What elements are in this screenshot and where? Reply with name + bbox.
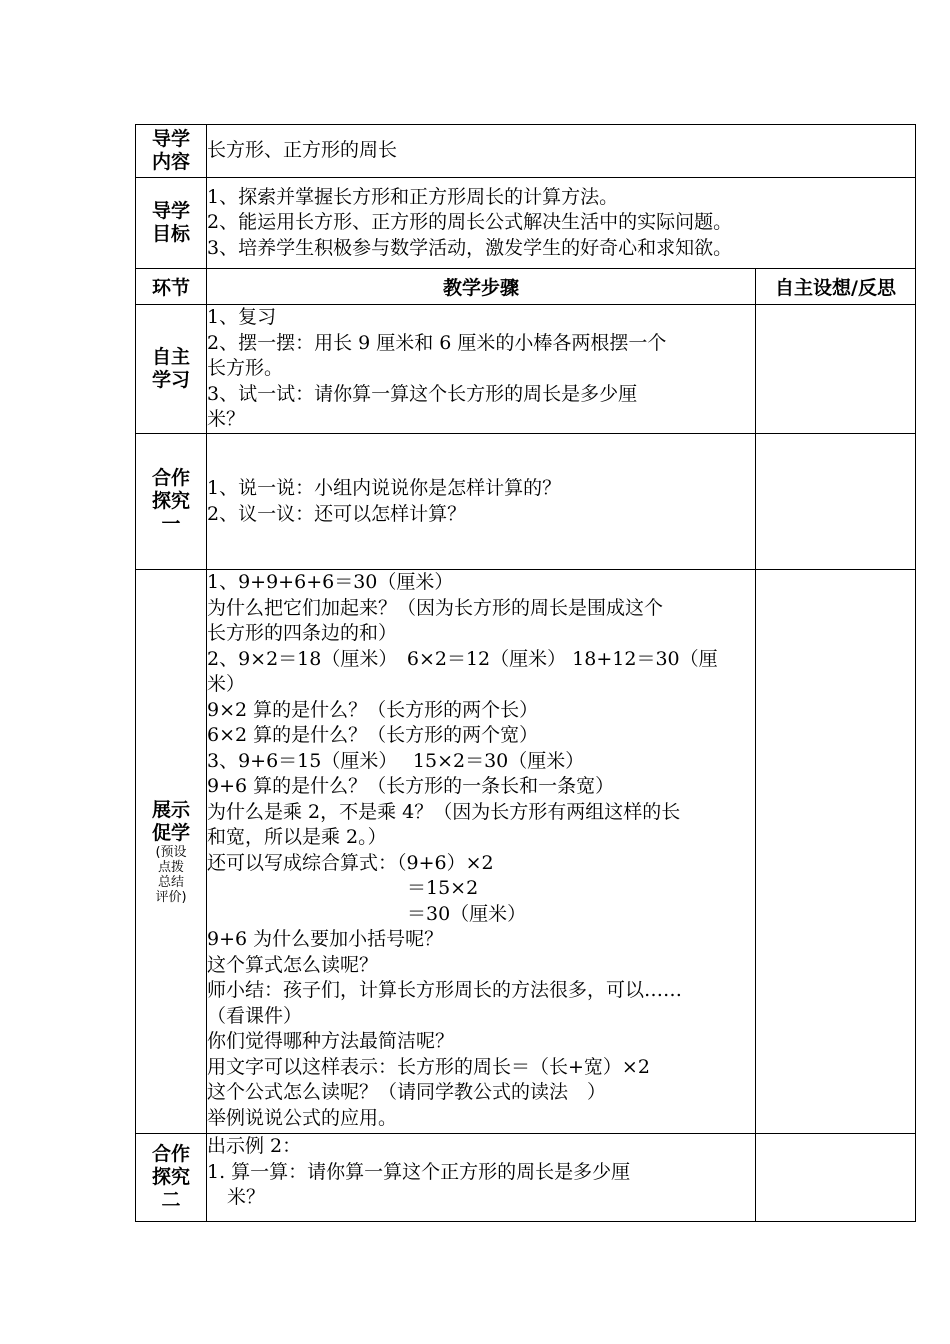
row-label-cooperation-2 [136,1134,207,1222]
lesson-plan-table [135,124,916,1222]
cooperation-2-reflection-cell[interactable] [756,1134,916,1222]
label-note: 点拨 [157,859,184,875]
show-learning-steps [207,570,756,1134]
step-line: 用文字可以这样表示：长方形的周长＝（长+宽）×2 [207,1055,650,1078]
label-line: 一 [161,513,181,535]
step-line: ＝15×2 [407,877,479,899]
cooperation-2-steps [207,1134,756,1222]
step-line: 你们觉得哪种方法最简洁呢？ [207,1030,455,1052]
step-line: 2、摆一摆：用长 9 厘米和 6 厘米的小棒各两根摆一个 [207,331,667,354]
row-cooperation-2 [136,1134,916,1222]
row-show-learning [136,570,916,1134]
step-line: 9×2 算的是什么？（长方形的两个长） [207,698,539,721]
label-line: 二 [161,1189,181,1211]
row-self-study [136,305,916,434]
label-note: (预设 [155,844,187,860]
step-line: 师小结：孩子们，计算长方形周长的方法很多，可以…… [207,979,683,1001]
row-learning-goals [136,178,916,269]
header-stage: 环节 [136,269,207,305]
label-line: 探究 [151,490,190,512]
step-line: 米） [207,673,246,695]
step-line: 2、9×2＝18（厘米） 6×2＝12（厘米） 18+12＝30（厘 [207,647,718,670]
step-line: 米？ [207,408,246,430]
step-line: 3、试一试：请你算一算这个长方形的周长是多少厘 [207,382,638,405]
step-line: 1、复习 [207,306,277,328]
label-note: 总结 [157,874,184,890]
row-learning-content [136,125,916,178]
cooperation-1-steps [207,434,756,570]
step-line: 这个公式怎么读呢？（请同学教公式的读法 ） [207,1081,607,1103]
step-line: 还可以写成综合算式：（9+6）×2 [207,851,494,874]
label-line: 合作 [151,1143,190,1165]
label-note: 评价) [155,889,187,905]
step-line: 长方形。 [207,357,284,379]
self-study-reflection-cell[interactable] [756,305,916,434]
step-line: 1. 算一算：请你算一算这个正方形的周长是多少厘 [207,1160,631,1183]
step-line: ＝30（厘米） [407,902,527,925]
header-reflection: 自主设想/反思 [756,269,916,305]
label-line: 促学 [151,821,190,844]
show-learning-reflection-cell[interactable] [756,570,916,1134]
step-line: 6×2 算的是什么？（长方形的两个宽） [207,724,539,746]
step-line: （看课件） [207,1004,303,1027]
content-line: 长方形、正方形的周长 [207,139,398,162]
step-line: 这个算式怎么读呢？ [207,953,379,976]
label-line: 内容 [151,151,190,173]
cooperation-1-reflection-cell[interactable] [756,434,916,570]
label-line: 探究 [151,1166,190,1188]
row-label-self-study [136,305,207,434]
learning-goals-text [207,178,916,269]
step-line: 1、说一说：小组内说说你是怎样计算的？ [207,477,562,499]
label-line: 合作 [151,467,190,489]
label-line: 目标 [151,223,190,245]
goal-line: 1、探索并掌握长方形和正方形周长的计算方法。 [207,185,619,208]
row-label-learning-goals [136,178,207,269]
row-label-show-learning [136,570,207,1134]
label-line: 展示 [151,798,190,821]
step-line: 3、9+6＝15（厘米） 15×2＝30（厘米） [207,749,585,772]
step-line: 米？ [227,1186,266,1208]
goal-line: 2、能运用长方形、正方形的周长公式解决生活中的实际问题。 [207,211,733,234]
step-line: 和宽，所以是乘 2。） [207,826,387,848]
self-study-steps [207,305,756,434]
step-line: 出示例 2： [207,1135,302,1157]
label-line: 导学 [151,200,190,222]
step-line: 9+6 算的是什么？（长方形的一条长和一条宽） [207,775,615,797]
step-line: 长方形的四条边的和） [207,622,398,644]
row-label-learning-content [136,125,207,178]
label-line: 学习 [151,369,190,391]
header-teaching-steps: 教学步骤 [207,269,756,305]
step-line: 为什么是乘 2，不是乘 4？（因为长方形有两组这样的长 [207,800,681,823]
goal-line: 3、培养学生积极参与数学活动，激发学生的好奇心和求知欲。 [207,236,733,259]
row-label-cooperation-1 [136,434,207,570]
step-line: 9+6 为什么要加小括号呢？ [207,928,444,950]
label-line: 自主 [151,346,190,368]
table-header-row [136,269,916,305]
step-line: 举例说说公式的应用。 [207,1106,398,1129]
step-line: 1、9+9+6+6＝30（厘米） [207,571,454,593]
label-line: 导学 [151,128,190,150]
learning-content-text [207,125,916,178]
step-line: 2、议一议：还可以怎样计算？ [207,502,467,525]
row-cooperation-1 [136,434,916,570]
step-line: 为什么把它们加起来？（因为长方形的周长是围成这个 [207,596,664,619]
